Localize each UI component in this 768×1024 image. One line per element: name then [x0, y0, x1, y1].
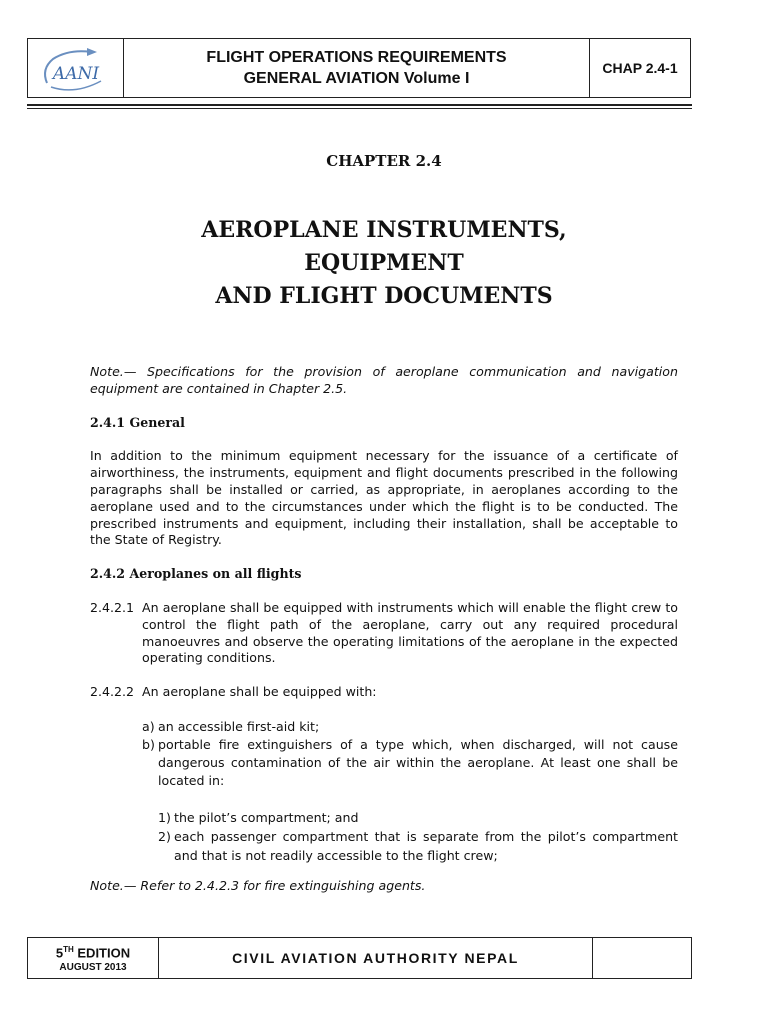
edition-suffix: TH	[63, 945, 74, 955]
paragraph-text: An aeroplane shall be equipped with instruments which will enable the flight crew to control the flight path of the aeroplane, carry out any required procedural manoeuvres and observe the operating limitations of the aeroplane in the expected operating conditions.	[142, 599, 678, 666]
list-item-label: 2)	[158, 828, 171, 844]
edition-label	[56, 942, 130, 960]
edition-cell	[28, 938, 159, 978]
edition-number: 5	[55, 945, 64, 961]
edition-word: EDITION	[77, 945, 131, 961]
page-header	[27, 38, 691, 98]
list-item-text: each passenger compartment that is separate from the pilot’s compartment and that is not readily accessible to the flight crew;	[174, 828, 678, 863]
main-title	[0, 214, 768, 313]
header-title-line2: GENERAL AVIATION Volume I	[243, 70, 470, 87]
list-item	[142, 718, 678, 736]
section-heading-all-flights: 2.4.2 Aeroplanes on all flights	[90, 566, 302, 582]
footer-blank-cell	[593, 938, 691, 978]
header-title-line1: FLIGHT OPERATIONS REQUIREMENTS	[206, 49, 507, 66]
equipment-list	[142, 718, 678, 790]
list-item	[158, 827, 678, 865]
header-rule-thick	[27, 104, 692, 106]
list-item-text: an accessible first-aid kit;	[158, 718, 320, 734]
header-title	[124, 39, 590, 97]
paragraph-2-4-2-1	[90, 600, 678, 667]
list-item-label: a)	[142, 718, 155, 734]
page-body	[90, 364, 678, 895]
caan-logo-icon	[35, 43, 117, 93]
paragraph-number: 2.4.2.2	[90, 684, 135, 700]
authority-name: CIVIL AVIATION AUTHORITY NEPAL	[159, 938, 593, 978]
section-heading-general: 2.4.1 General	[90, 414, 185, 430]
chapter-reference: CHAP 2.4-1	[602, 60, 678, 76]
paragraph-number: 2.4.2.1	[90, 599, 135, 615]
list-item-label: b)	[142, 736, 155, 752]
main-title-line1: AEROPLANE INSTRUMENTS,	[201, 217, 567, 243]
list-item	[142, 736, 678, 790]
page-footer	[27, 937, 692, 979]
list-item-label: 1)	[158, 809, 171, 825]
note-paragraph: Note.— Specifications for the provision of aeroplane communication and navigation equipment are contained in Chapter 2.5.	[90, 364, 678, 396]
list-item-text: the pilot’s compartment; and	[174, 809, 359, 825]
location-list	[158, 808, 678, 865]
paragraph-2-4-2-2	[90, 684, 678, 701]
main-title-line3: AND FLIGHT DOCUMENTS	[215, 283, 553, 309]
fire-agent-note: Note.— Refer to 2.4.2.3 for fire extinguishing agents.	[90, 877, 426, 893]
general-paragraph: In addition to the minimum equipment necessary for the issuance of a certificate of airworthiness, the instruments, equipment and flight documents prescribed in the following paragraphs shall be installed or carried, as appropriate, in aeroplanes according to the aeroplane used and to the circumstances under which the flight is to be conducted. The prescribed instruments and equipment, including their installation, shall be acceptable to the State of Registry.	[90, 448, 678, 548]
header-rule-thin	[27, 108, 692, 109]
chapter-label: CHAPTER 2.4	[326, 152, 442, 170]
edition-date: AUGUST 2013	[59, 961, 127, 973]
list-item-text: portable fire extinguishers of a type which, when discharged, will not cause dangerous contamination of the air within the aeroplane. At least one shall be located in:	[158, 736, 678, 788]
logo-cell	[28, 39, 124, 97]
list-item	[158, 808, 678, 827]
main-title-line2: EQUIPMENT	[304, 250, 464, 276]
logo-text: AANI	[52, 64, 99, 84]
paragraph-text: An aeroplane shall be equipped with:	[142, 684, 377, 700]
